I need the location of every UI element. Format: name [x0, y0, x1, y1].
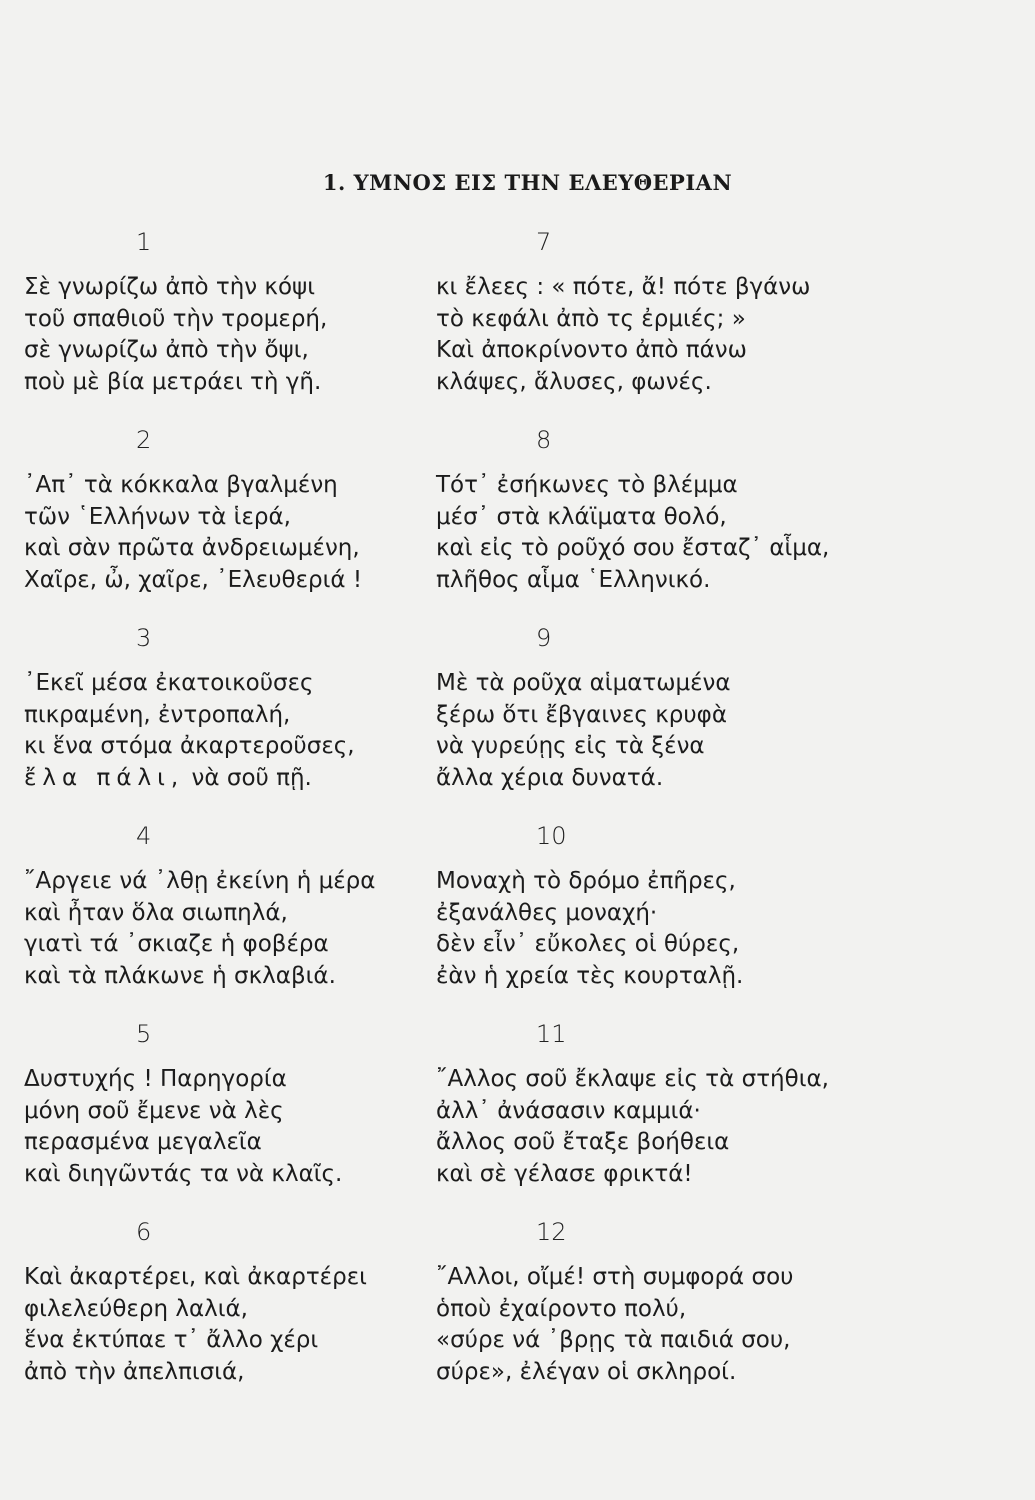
verse-line: σύρε», ἐλέγαν οἱ σκληροί.	[436, 1358, 737, 1385]
stanza-1	[24, 226, 474, 424]
stanza-9	[428, 622, 878, 820]
verse-line: «σύρε νά ᾿βρῃς τὰ παιδιά σου,	[436, 1327, 791, 1353]
verse-line	[24, 763, 474, 795]
verse-line: τοῦ σπαθιοῦ τὴν τρομερή,	[24, 305, 328, 332]
verse-line: Μὲ τὰ ροῦχα αἱματωμένα	[436, 670, 731, 696]
verse-line: πλῆθος αἷμα ῾Ελληνικό.	[436, 566, 711, 593]
stanza-3	[24, 622, 474, 820]
stanza-number: 2	[136, 426, 152, 454]
stanza-4	[24, 820, 474, 1018]
stanza-number: 1	[136, 228, 152, 256]
verse-line: ᾿Απ᾿ τὰ κόκκαλα βγαλμένη	[24, 472, 338, 498]
verse-line: ἕνα ἐκτύπαε τ᾿ ἄλλο χέρι	[24, 1327, 319, 1353]
stanza-number: 6	[136, 1218, 152, 1246]
verse-line: γιατὶ τά ᾿σκιαζε ἡ φοβέρα	[24, 931, 329, 957]
verse-line: ὁποὺ ἐχαίροντο πολύ,	[436, 1295, 687, 1322]
verse-line: Χαῖρε, ὦ, χαῖρε, ᾿Ελευθεριά !	[24, 566, 363, 593]
verse-line: περασμένα μεγαλεῖα	[24, 1129, 262, 1155]
verse-line: κι ἕνα στόμα ἀκαρτεροῦσες,	[24, 733, 355, 759]
verse-line: καὶ εἰς τὸ ροῦχό σου ἔσταζ᾿ αἷμα,	[436, 535, 830, 561]
verse-line: ποὺ μὲ βία μετράει τὴ γῆ.	[24, 368, 322, 395]
verse-line: πικραμένη, ἐντροπαλή,	[24, 701, 291, 728]
verse-line: τῶν ῾Ελλήνων τὰ ἱερά,	[24, 503, 291, 530]
verse-line: δὲν εἶν᾿ εὔκολες οἱ θύρες,	[436, 931, 740, 957]
stanza-11	[428, 1018, 878, 1216]
verse-line: ξέρω ὅτι ἔβγαινες κρυφὰ	[436, 701, 727, 728]
stanza-8	[428, 424, 878, 622]
left-column	[24, 226, 474, 1414]
stanza-5	[24, 1018, 474, 1216]
verse-line: μέσ᾿ στὰ κλάϊματα θολό,	[436, 503, 727, 530]
stanza-number: 9	[536, 624, 552, 652]
verse-line: Σὲ γνωρίζω ἀπὸ τὴν κόψι	[24, 274, 316, 300]
verse-line: ᾿Εκεῖ μέσα ἐκατοικοῦσες	[24, 670, 314, 696]
stanza-number: 12	[536, 1218, 567, 1246]
verse-line: Δυστυχής ! Παρηγορία	[24, 1066, 287, 1092]
stanza-number: 3	[136, 624, 152, 652]
poem-title: 1. ΥΜΝΟΣ ΕΙΣ ΤΗΝ ΕΛΕΥΘΕΡΙΑΝ	[322, 170, 733, 195]
verse-line: ἐὰν ἡ χρεία τὲς κουρταλῇ.	[436, 962, 744, 989]
verse-line: Καὶ ἀποκρίνοντο ἀπὸ πάνω	[436, 337, 747, 363]
stanza-7	[428, 226, 878, 424]
stanza-number: 4	[136, 822, 152, 850]
stanza-number: 5	[136, 1020, 152, 1048]
verse-line: τὸ κεφάλι ἀπὸ τς ἐρμιές; »	[436, 305, 746, 332]
verse-line: νὰ γυρεύῃς εἰς τὰ ξένα	[436, 733, 705, 759]
stanza-6	[24, 1216, 474, 1414]
verse-line: ἀπὸ τὴν ἀπελπισιά,	[24, 1358, 245, 1385]
stanza-number: 7	[536, 228, 552, 256]
stanza-2	[24, 424, 474, 622]
stanza-number: 10	[536, 822, 567, 850]
verse-line: καὶ διηγῶντάς τα νὰ κλαῖς.	[24, 1160, 343, 1187]
verse-line: καὶ σὰν πρῶτα ἀνδρειωμένη,	[24, 535, 360, 561]
stanza-number: 8	[536, 426, 552, 454]
verse-line: ῎Αργειε νά ᾿λθῃ ἐκείνη ἡ μέρα	[24, 868, 376, 894]
stanza-12	[428, 1216, 878, 1414]
stanza-10	[428, 820, 878, 1018]
verse-line: σὲ γνωρίζω ἀπὸ τὴν ὄψι,	[24, 337, 309, 363]
right-column	[428, 226, 878, 1414]
verse-line: καὶ τὰ πλάκωνε ἡ σκλαβιά.	[24, 962, 336, 989]
verse-line: ἐξανάλθες μοναχή·	[436, 899, 658, 926]
verse-line-rest: νὰ σοῦ πῇ.	[184, 764, 312, 791]
verse-line: φιλελεύθερη λαλιά,	[24, 1295, 248, 1322]
verse-line: ἄλλα χέρια δυνατά.	[436, 764, 664, 791]
verse-line: Μοναχὴ τὸ δρόμο ἐπῆρες,	[436, 868, 736, 894]
verse-line: ῎Αλλοι, οἴμέ! στὴ συμφορά σου	[436, 1264, 794, 1290]
verse-line: καὶ σὲ γέλασε φρικτά!	[436, 1160, 693, 1187]
verse-line: Καὶ ἀκαρτέρει, καὶ ἀκαρτέρει	[24, 1264, 367, 1290]
verse-line: κλάψες, ἅλυσες, φωνές.	[436, 368, 712, 395]
verse-line: κι ἔλεες : « πότε, ἄ! πότε βγάνω	[436, 274, 811, 300]
verse-line: ῎Αλλος σοῦ ἔκλαψε εἰς τὰ στήθια,	[436, 1066, 829, 1092]
verse-line: καὶ ἦταν ὅλα σιωπηλά,	[24, 899, 288, 926]
stanza-number: 11	[536, 1020, 567, 1048]
verse-line: ἀλλ᾿ ἀνάσασιν καμμιά·	[436, 1097, 701, 1124]
verse-line: ἄλλος σοῦ ἔταξε βοήθεια	[436, 1129, 730, 1155]
verse-line: Τότ᾿ ἐσήκωνες τὸ βλέμμα	[436, 472, 738, 498]
spaced-emphasis: ἔλα πάλι,	[24, 764, 185, 791]
verse-line: μόνη σοῦ ἔμενε νὰ λὲς	[24, 1097, 284, 1124]
